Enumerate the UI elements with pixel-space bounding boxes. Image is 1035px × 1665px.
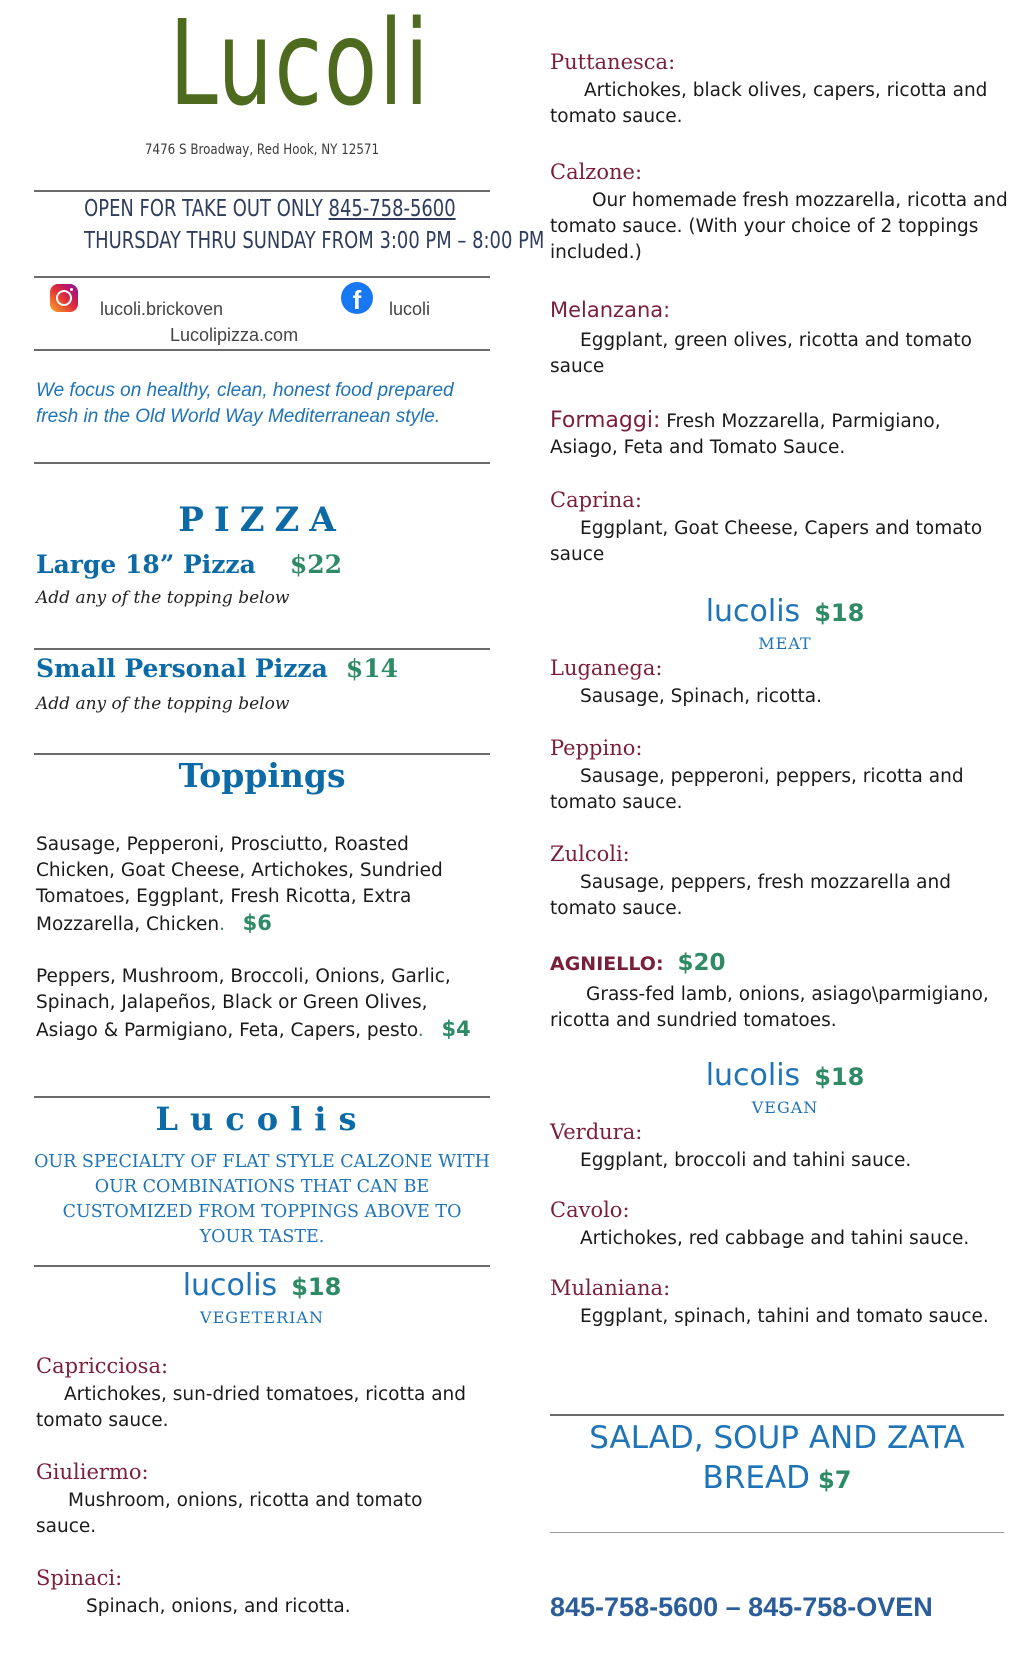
divider [34, 1265, 490, 1267]
vegan-price: $18 [814, 1063, 865, 1091]
open-hours-line [84, 196, 456, 222]
salad-line-1: SALAD, SOUP AND ZATA [589, 1420, 965, 1456]
website-link[interactable]: Lucolipizza.com [170, 325, 299, 345]
pizza-heading: PIZZA [178, 500, 346, 540]
meat-category: MEAT [758, 634, 812, 653]
vegeterian-category: VEGETERIAN [200, 1308, 324, 1327]
menu-item-desc: Eggplant, spinach, tahini and tomato sauce. [580, 1306, 989, 1327]
meat-price: $18 [814, 599, 865, 627]
salad-soup-section [550, 1418, 1004, 1500]
menu-item-name: Melanzana: [550, 298, 671, 322]
vegeterian-section-title [34, 1268, 490, 1303]
vegan-section-title [550, 1058, 1020, 1093]
specialty-description: OUR SPECIALTY OF FLAT STYLE CALZONE WITH OUR COMBINATIONS THAT CAN BE CUSTOMIZED FROM TOPPINGS ABOVE TO YOUR TASTE. [34, 1152, 490, 1247]
vegeterian-price: $18 [291, 1273, 342, 1301]
menu-item-desc: Sausage, pepperoni, peppers, ricotta and tomato sauce. [550, 766, 964, 813]
phone-link[interactable]: 845-758-5600 [328, 196, 456, 222]
small-pizza-title [36, 654, 398, 683]
footer-phone-numbers[interactable]: 845-758-5600 – 845-758-OVEN [550, 1592, 933, 1622]
vegan-title: lucolis [705, 1058, 801, 1093]
salad-price: $7 [818, 1466, 852, 1494]
menu-item-desc: Mushroom, onions, ricotta and tomato sauce. [36, 1490, 423, 1537]
divider [34, 648, 490, 650]
small-pizza-name: Small Personal Pizza [36, 654, 328, 683]
salad-line-2: BREAD [702, 1460, 811, 1496]
agniello-price: $20 [677, 950, 726, 976]
menu-item-name: Luganega: [550, 656, 663, 680]
menu-item-desc: Grass-fed lamb, onions, asiago\parmigiano, ricotta and sundried tomatoes. [550, 984, 989, 1031]
toppings-group-2-price: $4 [441, 1017, 471, 1041]
menu-item-name: Caprina: [550, 488, 642, 512]
open-takeout-label: OPEN FOR TAKE OUT ONLY [84, 196, 323, 222]
divider [34, 349, 490, 351]
toppings-group-2-list: Peppers, Mushroom, Broccoli, Onions, Garlic, Spinach, Jalapeños, Black or Green Olives, Asiago & Parmigiano, Feta, Capers, pesto [36, 966, 451, 1041]
menu-item-desc: Sausage, Spinach, ricotta. [580, 686, 822, 707]
instagram-icon[interactable] [50, 284, 78, 312]
menu-item-name: Calzone: [550, 160, 643, 184]
menu-item-desc: Eggplant, Goat Cheese, Capers and tomato sauce [550, 518, 983, 565]
facebook-handle[interactable]: lucoli [389, 299, 431, 319]
vegan-category: VEGAN [751, 1098, 819, 1117]
menu-item-desc: Fresh Mozzarella, Parmigiano, Asiago, Feta and Tomato Sauce. [550, 411, 941, 458]
menu-item-desc: Spinach, onions, and ricotta. [86, 1596, 351, 1617]
salad-line-2-wrap [550, 1458, 1004, 1500]
divider [550, 1532, 1004, 1533]
vegeterian-title: lucolis [182, 1268, 278, 1303]
menu-item-name: Giuliermo: [36, 1460, 149, 1484]
menu-item-desc: Our homemade fresh mozzarella, ricotta and tomato sauce. (With your choice of 2 toppings included.) [550, 190, 1008, 263]
small-pizza-price: $14 [345, 654, 399, 683]
toppings-group-1-list: Sausage, Pepperoni, Prosciutto, Roasted Chicken, Goat Cheese, Artichokes, Sundried Tomatoes, Eggplant, Fresh Ricotta, Extra Mozzarella, Chicken [36, 834, 443, 935]
divider [34, 1096, 490, 1098]
menu-item-agniello [550, 950, 726, 976]
divider [34, 462, 490, 464]
menu-item-desc: Eggplant, broccoli and tahini sauce. [580, 1150, 912, 1171]
logo: Lucoli [169, 0, 431, 132]
menu-item-formaggi [550, 408, 1010, 461]
large-pizza-price: $22 [289, 550, 342, 579]
menu-item-name: Mulaniana: [550, 1276, 671, 1300]
menu-item-name: Puttanesca: [550, 50, 676, 74]
large-pizza-name: Large 18” Pizza [36, 550, 256, 579]
toppings-group-1-price: $6 [242, 911, 272, 935]
large-pizza-title [36, 550, 342, 579]
social-links [34, 284, 490, 354]
divider [34, 276, 490, 278]
small-pizza-note: Add any of the topping below [36, 694, 290, 714]
menu-item-desc: Artichokes, black olives, capers, ricotta and tomato sauce. [550, 80, 988, 127]
toppings-group-2: Peppers, Mushroom, Broccoli, Onions, Garlic, Spinach, Jalapeños, Black or Green Olives, Asiago & Parmigiano, Feta, Capers, pesto. $4 [36, 966, 471, 1041]
divider [34, 190, 490, 192]
menu-item-name: Cavolo: [550, 1198, 630, 1222]
menu-item-name: Formaggi: [550, 408, 661, 433]
menu-item-desc: Artichokes, sun-dried tomatoes, ricotta and tomato sauce. [36, 1384, 467, 1431]
instagram-handle[interactable]: lucoli.brickoven [100, 299, 224, 319]
hours-text: THURSDAY THRU SUNDAY FROM 3:00 PM – 8:00 PM [84, 228, 545, 254]
meat-section-title [550, 594, 1020, 629]
address: 7476 S Broadway, Red Hook, NY 12571 [144, 142, 380, 158]
divider [550, 1414, 1004, 1416]
toppings-heading: Toppings [178, 756, 346, 795]
menu-item-desc: Artichokes, red cabbage and tahini sauce. [580, 1228, 970, 1249]
meat-title: lucolis [705, 594, 801, 629]
toppings-group-1: Sausage, Pepperoni, Prosciutto, Roasted Chicken, Goat Cheese, Artichokes, Sundried Tomatoes, Eggplant, Fresh Ricotta, Extra Mozzarella, Chicken. $6 [36, 834, 443, 935]
menu-item-name: Peppino: [550, 736, 643, 760]
menu-item-name: Zulcoli: [550, 842, 630, 866]
menu-item-desc: Eggplant, green olives, ricotta and tomato sauce [550, 330, 972, 377]
menu-item-desc: Sausage, peppers, fresh mozzarella and tomato sauce. [550, 872, 951, 919]
menu-item-name: Capricciosa: [36, 1354, 169, 1378]
menu-item-name: AGNIELLO: [550, 953, 664, 975]
menu-item-name: Spinaci: [36, 1566, 123, 1590]
tagline: We focus on healthy, clean, honest food prepared fresh in the Old World Way Mediterranean style. [36, 380, 454, 427]
lucolis-heading: Lucolis [155, 1100, 369, 1138]
large-pizza-note: Add any of the topping below [36, 588, 290, 608]
divider [34, 753, 490, 755]
menu-item-name: Verdura: [550, 1120, 643, 1144]
facebook-icon[interactable]: f [341, 282, 373, 314]
